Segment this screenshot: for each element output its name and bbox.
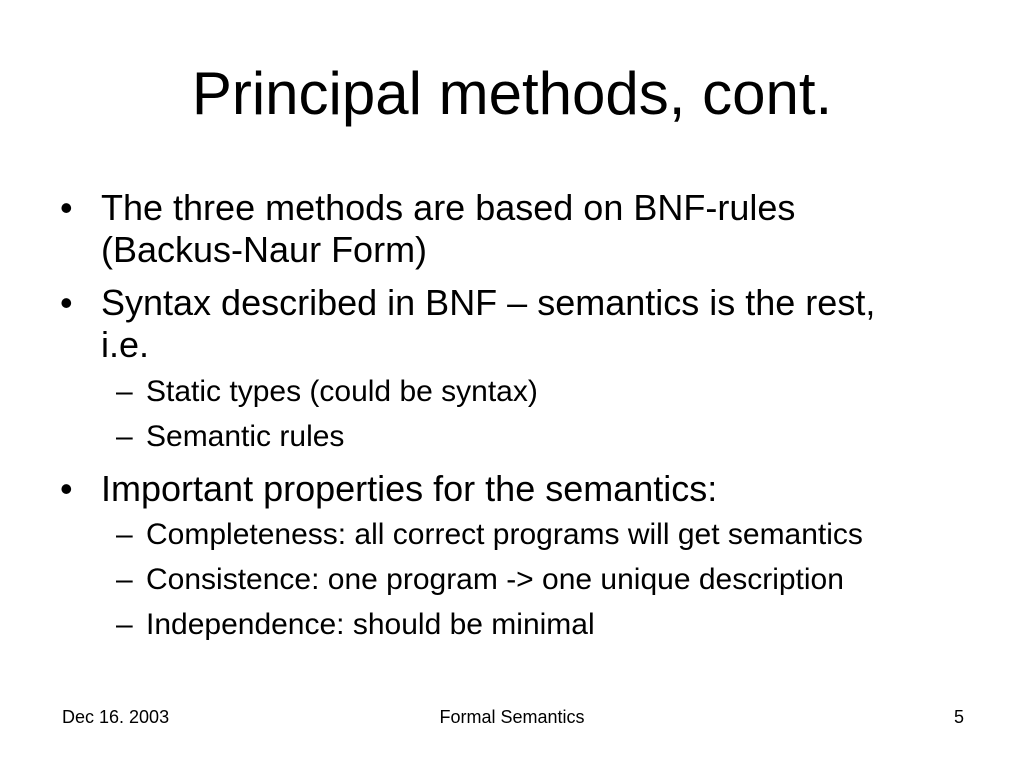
bullet-item-line: i.e. [101, 324, 150, 365]
sub-bullet-marker: – [116, 375, 133, 408]
sub-bullet-marker: – [116, 518, 133, 551]
bullet-item-line: (Backus-Naur Form) [101, 229, 428, 270]
sub-bullet-marker: – [116, 608, 133, 641]
sub-bullet-item: Consistence: one program -> one unique description [146, 563, 844, 596]
sub-bullet-marker: – [116, 563, 133, 596]
bullet-marker: • [60, 187, 73, 228]
sub-bullet-item: Semantic rules [146, 420, 345, 453]
sub-bullet-marker: – [116, 420, 133, 453]
footer-date: Dec 16. 2003 [62, 707, 170, 727]
footer-page-number: 5 [953, 707, 964, 727]
bullet-item-line: Syntax described in BNF – semantics is the rest, [101, 282, 876, 323]
slide-title: Principal methods, cont. [191, 60, 833, 127]
footer-title: Formal Semantics [439, 707, 585, 727]
sub-bullet-item: Independence: should be minimal [146, 608, 595, 641]
bullet-item-line: Important properties for the semantics: [101, 468, 718, 509]
sub-bullet-item: Completeness: all correct programs will get semantics [146, 518, 863, 551]
bullet-marker: • [60, 468, 73, 509]
bullet-item-line: The three methods are based on BNF-rules [101, 187, 796, 228]
sub-bullet-item: Static types (could be syntax) [146, 375, 538, 408]
bullet-marker: • [60, 282, 73, 323]
